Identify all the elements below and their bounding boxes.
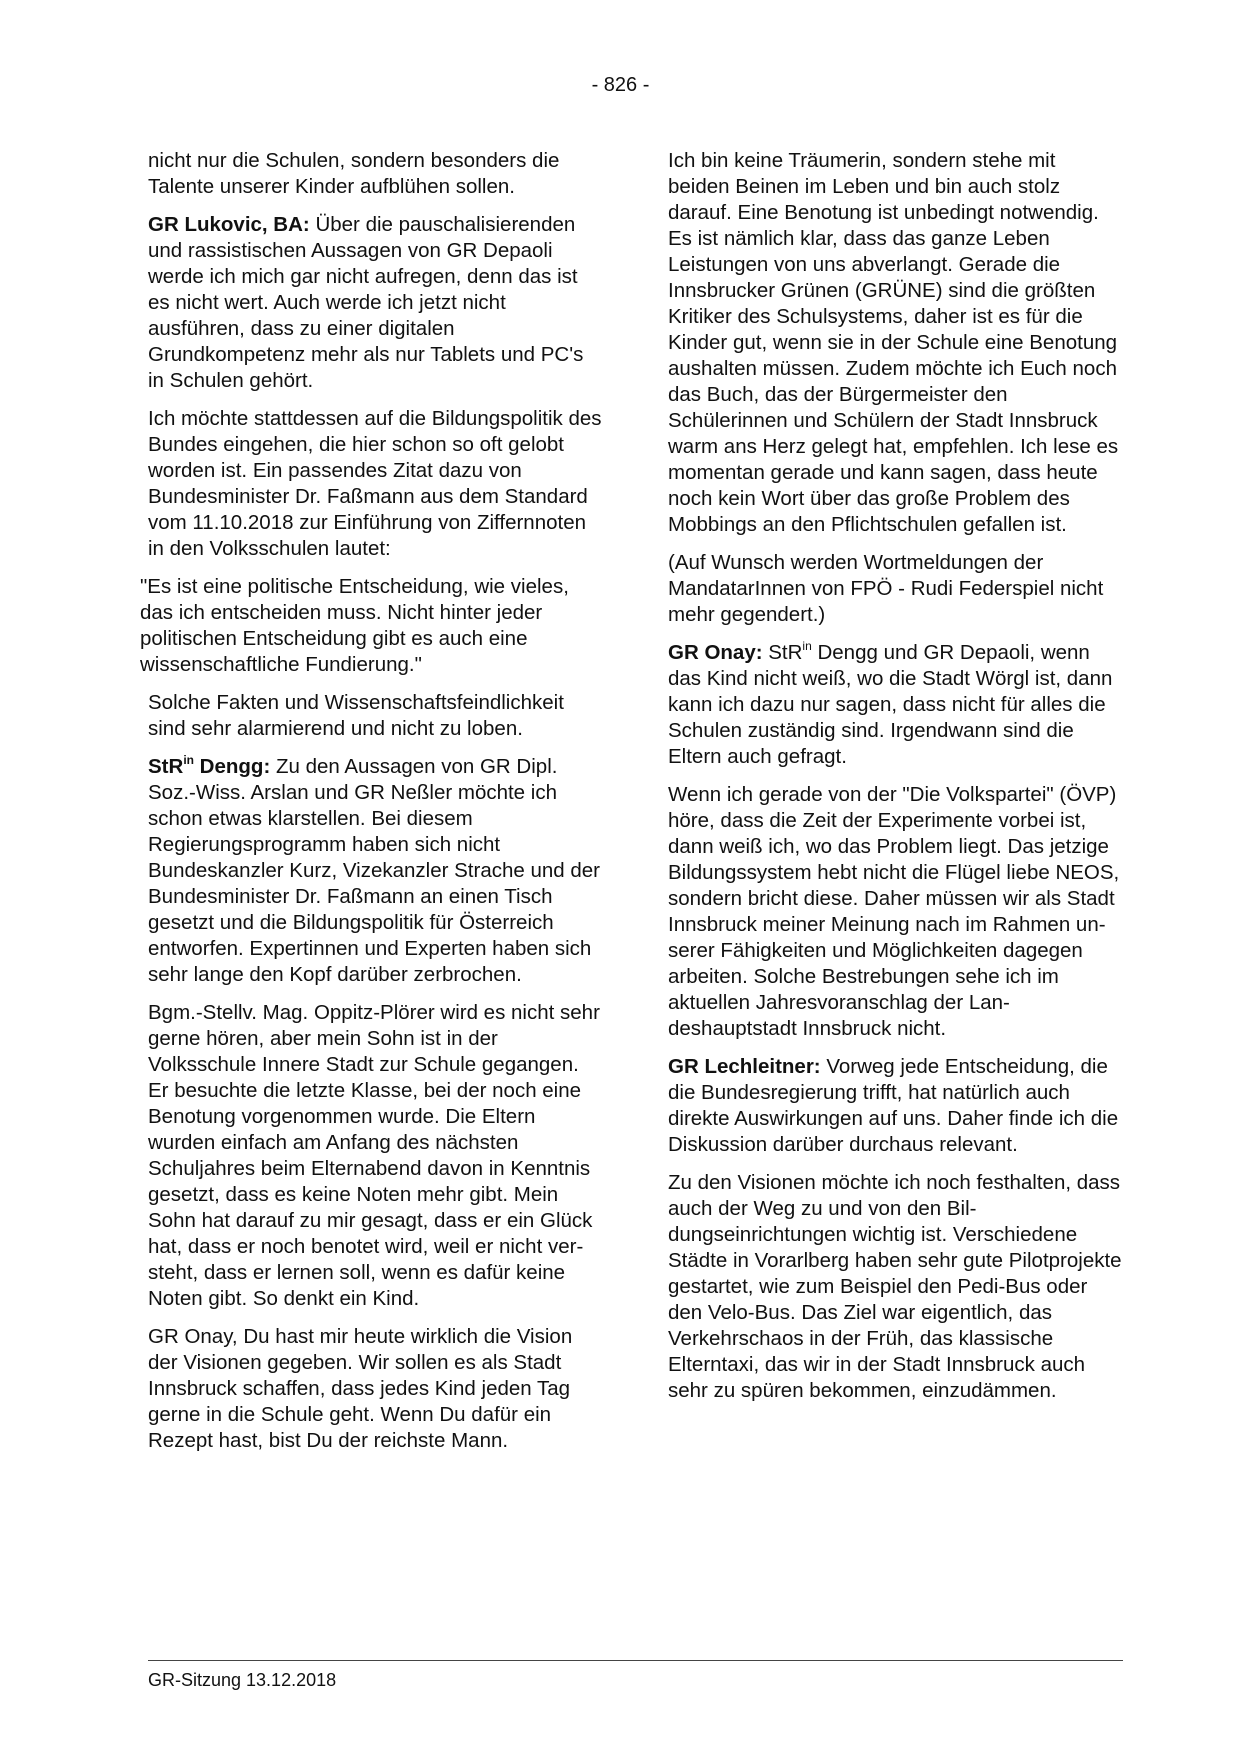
page-number: - 826 - bbox=[591, 74, 650, 96]
paragraph: Ich bin keine Träumerin, sondern stehe mit beiden Beinen im Leben und bin auch stolz darauf. Eine Benotung ist unbedingt notwendig. Es ist nämlich klar, dass das ganze Leben Leistungen von uns abverlangt. Gerade die Innsbrucker Grünen (GRÜNE) sind die größten Kritiker des Schulsystems, daher ist es für die Kinder gut, wenn sie in der Schule eine Benotung aushalten müssen. Zudem möchte ich Euch noch das Buch, das der Bürgermeister den Schülerinnen und Schülern der Stadt Innsbruck warm ans Herz gelegt hat, empfehlen. Ich lese es momentan gerade und kann sagen, dass heute noch kein Wort über das große Problem des Mobbings an den Pflichtschulen gefallen ist. bbox=[668, 149, 1119, 536]
speech-text: Zu den Aussagen von GR Dipl. Soz.-Wiss. Arslan und GR Neßler möchte ich schon etwas klarstellen. Bei diesem Regierungsprogramm haben sich nicht Bundeskanzler Kurz, Vizekanzler Strache und der Bundesminister Dr. Faßmann an einen Tisch gesetzt und die Bildungspolitik für Österreich entworfen. Expertinnen und Experten haben sich sehr lange den Kopf darüber zerbrochen. bbox=[148, 755, 601, 986]
speaker-name bbox=[148, 755, 270, 778]
paragraph: Ich möchte stattdessen auf die Bildungspolitik des Bundes eingehen, die hier schon so oft gelobt worden ist. Ein passendes Zitat dazu von Bundesminister Dr. Faßmann aus dem Standard vom 11.10.2018 zur Einführung von Ziffernnoten in den Volksschulen lautet: bbox=[148, 407, 602, 560]
paragraph: Solche Fakten und Wissenschaftsfeindlichkeit sind sehr alarmierend und nicht zu loben. bbox=[148, 691, 564, 740]
paragraph-dengg bbox=[148, 754, 602, 988]
title-suffix: in bbox=[802, 639, 812, 653]
speech-text: Vorweg jede Entscheidung, die die Bundesregierung trifft, hat natürlich auch direkte Auswirkungen auf uns. Daher finde ich die Diskussion darüber durchaus relevant. bbox=[668, 1055, 1119, 1156]
left-column bbox=[140, 148, 602, 1466]
paragraph: GR Onay, Du hast mir heute wirklich die Vision der Visionen gegeben. Wir sollen es als Stadt Innsbruck schaffen, dass jedes Kind jeden Tag gerne in die Schule geht. Wenn Du dafür ein Rezept hast, bist Du der reichste Mann. bbox=[148, 1325, 573, 1452]
quotation: "Es ist eine politische Entscheidung, wie vieles, das ich entscheiden muss. Nicht hinter jeder politischen Entscheidung gibt es auch eine wissenschaftliche Fundierung." bbox=[140, 575, 569, 676]
footer-session-date: GR-Sitzung 13.12.2018 bbox=[148, 1670, 337, 1690]
speaker-surname: Dengg: bbox=[193, 755, 271, 778]
paragraph-note: (Auf Wunsch werden Wortmeldungen der MandatarInnen von FPÖ - Rudi Federspiel nicht mehr gegendert.) bbox=[668, 551, 1104, 626]
paragraph: Wenn ich gerade von der "Die Volkspartei" (ÖVP) höre, dass die Zeit der Experimente vorbei ist, dann weiß ich, wo das Problem liegt. Das jetzige Bildungssystem hebt nicht die Flügel liebe NEOS, sondern bricht diese. Daher müssen wir als Stadt Innsbruck meiner Meinung nach im Rahmen unserer Fähigkeiten und Möglichkeiten dagegen arbeiten. Solche Bestrebungen sehe ich im aktuellen Jahresvoranschlag der Landeshauptstadt Innsbruck nicht. bbox=[668, 783, 1120, 1040]
paragraph: Zu den Visionen möchte ich noch festhalten, dass auch der Weg zu und von den Bildungseinrichtungen wichtig ist. Verschiedene Städte in Vorarlberg haben sehr gute Pilotprojekte gestartet, wie zum Beispiel den Pedi-Bus oder den Velo-Bus. Das Ziel war eigentlich, das Verkehrschaos in der Früh, das klassische Elterntaxi, das wir in der Stadt Innsbruck auch sehr zu spüren bekommen, einzudämmen. bbox=[668, 1171, 1122, 1402]
paragraph: nicht nur die Schulen, sondern besonders die Talente unserer Kinder aufblühen sollen. bbox=[148, 149, 560, 198]
speaker-name: GR Lukovic, BA: bbox=[148, 213, 310, 236]
footer-divider bbox=[148, 1660, 1123, 1661]
paragraph-lukovic bbox=[148, 212, 602, 394]
speech-text: Über die pauschalisierenden und rassistischen Aussagen von GR Depaoli werde ich mich gar nicht aufregen, denn das ist es nicht wert. Auch werde ich jetzt nicht ausführen, dass zu einer digitalen Grundkompetenz mehr als nur Tablets und PC's in Schulen gehört. bbox=[148, 213, 584, 392]
speech-text-cont: Dengg und GR Depaoli, wenn das Kind nicht weiß, wo die Stadt Wörgl ist, dann kann ich dazu nur sagen, dass nicht für alles die Schulen zuständig sind. Irgendwann sind die Eltern auch gefragt. bbox=[668, 641, 1113, 768]
paragraph-lechleitner bbox=[668, 1054, 1122, 1158]
speaker-name: GR Lechleitner: bbox=[668, 1055, 821, 1078]
paragraph-onay bbox=[668, 640, 1122, 770]
speaker-title: StR bbox=[148, 755, 184, 778]
right-column bbox=[668, 148, 1122, 1416]
paragraph: Bgm.-Stellv. Mag. Oppitz-Plörer wird es nicht sehr gerne hören, aber mein Sohn ist in der Volksschule Innere Stadt zur Schule gegangen. Er besuchte die letzte Klasse, bei der noch eine Benotung vorgenommen wurde. Die Eltern wurden einfach am Anfang des nächsten Schuljahres beim Elternabend davon in Kenntnis gesetzt, dass es keine Noten mehr gibt. Mein Sohn hat darauf zu mir gesagt, dass er ein Glück hat, dass er noch benotet wird, weil er nicht versteht, dass er lernen soll, wenn es dafür keine Noten gibt. So denkt ein Kind. bbox=[148, 1001, 600, 1310]
speech-text: StR bbox=[762, 641, 803, 664]
speaker-title-suffix: in bbox=[183, 753, 194, 767]
speaker-name: GR Onay: bbox=[668, 641, 763, 664]
